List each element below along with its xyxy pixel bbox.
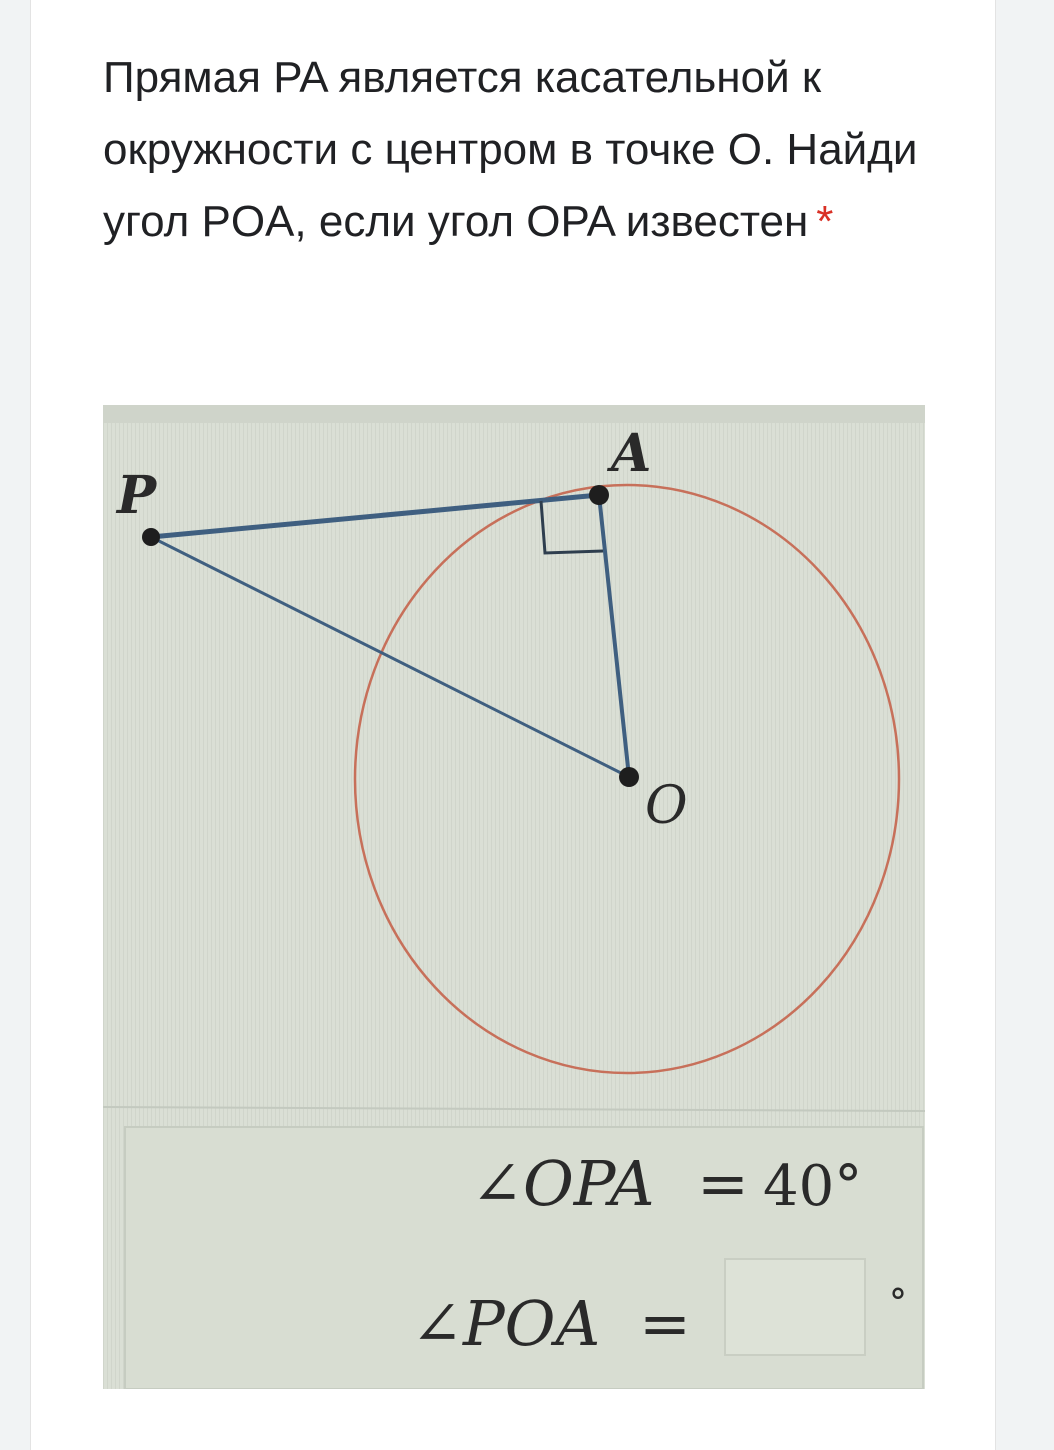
required-marker: *	[816, 197, 834, 246]
answer-box[interactable]	[725, 1259, 865, 1355]
question-image	[103, 405, 925, 1389]
figure-top-strip	[103, 405, 925, 423]
given-angle-name: ∠OPA	[471, 1147, 655, 1220]
label-o: O	[645, 776, 688, 836]
geometry-figure	[103, 405, 925, 1389]
given-angle-equals: =	[697, 1147, 749, 1220]
unknown-angle-name: ∠POA	[411, 1287, 601, 1360]
label-p: P	[117, 465, 157, 526]
point-p	[142, 528, 160, 546]
point-a	[589, 485, 609, 505]
given-angle-value: 40°	[763, 1154, 863, 1219]
question-text: Прямая PA является касательной к окружности с центром в точке O. Найди угол POA, если угол OPA известен	[103, 53, 918, 246]
unknown-angle-unit: °	[889, 1283, 907, 1324]
unknown-angle-equals: =	[639, 1287, 691, 1360]
question-title	[103, 42, 933, 258]
label-a: A	[611, 423, 652, 484]
question-card	[30, 0, 996, 1450]
point-o	[619, 767, 639, 787]
